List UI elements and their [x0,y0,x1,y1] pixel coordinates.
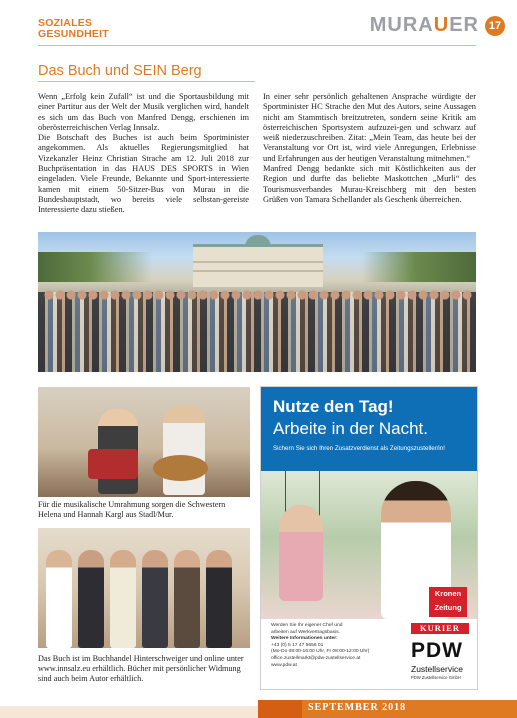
photo-crowd-heads [43,288,473,302]
ad-hours: (Mo-Do 08:00-16:00 Uhr, Fr 08:00-12:00 Uhr) [271,649,370,655]
ad-header [261,387,477,471]
page-number: 17 [485,16,505,36]
ad-subheadline: Sichern Sie sich Ihren Zusatzverdienst als Zeitungszusteller/in! [273,445,445,452]
kronen-zeitung-logo [429,587,467,617]
ad-web-link[interactable]: www.pdw.at [271,662,297,668]
paragraph: In einer sehr persönlich gehaltenen Ansprache würdigte der Sportminister HC Strache den Mut des Autors, seine Aussagen nicht am Stammtisch breitzutreten, sondern seine Kritik am österreichischen Sportsystem aufzuzei-gen und schwarz auf weiß niederzuschreiben. Zitat: „Mein Team, das heute bei der Veranstaltung vor Ort ist, wird viele Anregungen, Erlebnisse und Erfahrungen aus der heutigen Veranstaltung mitnehmen.“ [263,92,476,163]
footer-issue-date: SEPTEMBER 2018 [308,702,407,713]
advertisement[interactable] [260,386,478,690]
ad-headline: Nutze den Tag! [273,397,394,416]
accordion-shape [88,449,138,479]
krone-logo-line1: Kronen [434,589,462,598]
photo-person [46,550,72,648]
section-label-line1: SOZIALES [38,17,93,29]
ad-phone[interactable]: +43 (0) 5 17 47 5656 01 [271,642,324,648]
header-divider [38,45,476,46]
ad-info-heading: Weitere Informationen unter: [271,636,338,642]
photo-crowd [38,292,476,372]
logo-part-u: U [433,14,450,36]
ad-info-line: Werden Sie Ihr eigener Chef und [271,623,343,628]
title-underline [38,81,255,82]
photo-person [110,550,136,648]
group-photo [38,232,476,372]
kurier-logo: KURIER [411,623,469,634]
article-title: Das Buch und SEIN Berg [38,63,202,79]
photo-person [78,550,104,648]
pdw-company: PDW Zustellservice GmbH [411,675,461,680]
ad-headline-secondary: Arbeite in der Nacht. [273,419,428,438]
ad-email-link[interactable]: office.zustellmarkt@pdw-zustellservice.at [271,655,361,661]
music-photo [38,387,250,497]
book-photo [38,528,250,648]
photo-person [206,550,232,648]
paragraph: Wenn „Erfolg kein Zufall“ ist und die Sportausbildung mit einer Partitur aus der Welt der Musik verglichen wird, handelt es sich um das Buch von Manfred Dengg, erschienen im oberösterreichischen Verlag Innsalz. [38,92,249,132]
ad-info-line: arbeiten auf Werkvertragsbasis. [271,629,340,635]
caption-book: Das Buch ist im Buchhandel Hinterschweiger und online unter www.innsalz.eu erhältlich. Bücher mit persönlicher Widmung sind auch beim Autor erhältlich. [38,654,244,683]
photo-person [163,405,205,495]
magazine-logo [370,14,479,37]
paragraph: Die Botschaft des Buches ist auch beim Sportminister angekommen. Als aktuelles Regierungsmitglied hat Vizekanzler Heinz Christian Strache am 12. Juli 2018 zur Buchpräsentation in das HAUS DES SPORTS in Wien eingeladen. Viele Freunde, Bekannte und Sport-interessierte kamen mit einem 50-Sitzer-Bus von Murau in die Bundeshauptstadt, wo bereits viele selbstan-gereiste Interessierte dazu stießen. [38,133,249,215]
photo-palace [193,244,323,287]
article-column-left [38,92,249,216]
photo-child [279,505,323,601]
footer-stripe [0,706,258,718]
guitar-shape [153,455,208,481]
caption-music: Für die musikalische Umrahmung sorgen die Schwestern Helena und Hannah Kargl aus Stadl/Mur. [38,500,226,519]
pdw-logo: PDW [411,639,463,662]
photo-person [142,550,168,648]
logo-part-er: ER [449,14,479,36]
section-label [38,18,109,40]
logo-part-mura: MURA [369,14,434,36]
section-label-line2: GESUNDHEIT [38,28,109,40]
pdw-subtitle: Zustellservice [411,664,463,674]
ad-contact-info [271,623,407,669]
paragraph: Manfred Dengg bedankte sich mit Köstlichkeiten aus der Region und durfte das beliebte Maskottchen „Murli“ des Tourismusverbandes Murau-Kreischberg mit den besten Grüßen von Tamara Schellander als Geschenk überreichen. [263,164,476,204]
photo-person [174,550,200,648]
article-column-right [263,92,476,205]
krone-logo-line2: Zeitung [434,603,462,612]
